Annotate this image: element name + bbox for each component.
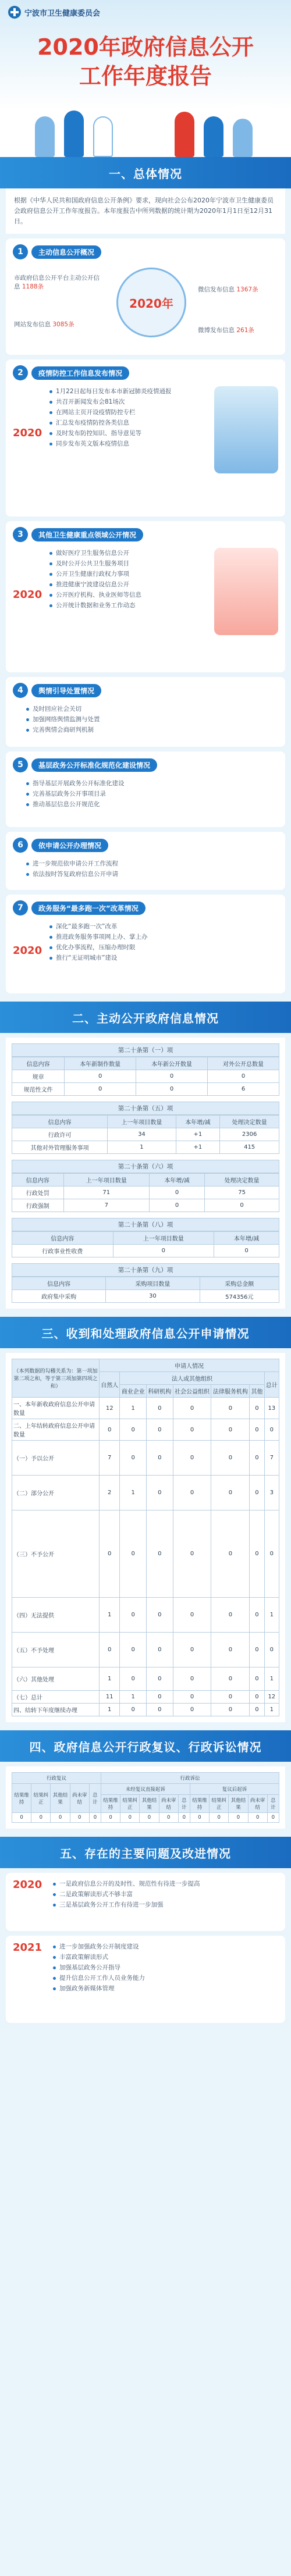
table-cell: 0	[250, 1441, 264, 1476]
table-cell: 0	[211, 1633, 250, 1668]
table-cell: 0	[51, 1813, 70, 1823]
table-cell: 0	[120, 1598, 147, 1633]
table-cell: 其他结果	[51, 1784, 70, 1813]
table-cell: 二、上年结转政府信息公开申请数量	[12, 1419, 100, 1441]
stat-platform: 市政府信息公开平台主动公开信息 1188条	[14, 275, 100, 290]
part2-box	[6, 359, 285, 516]
table-cell: 其他结果	[140, 1795, 159, 1813]
list-item: 进一步规范依申请公开工作流程	[24, 858, 278, 869]
section1-intro: 根据《中华人民共和国政府信息公开条例》要求，现向社会公布2020年宁波市卫生健康委员会政府信息公开工作年度报告。本年度报告中所列数据的统计期为2020年1月1日至12月31日。	[6, 188, 285, 234]
t1-caption: 第二十条第（一）项	[12, 1043, 279, 1057]
table-cell: 12	[100, 1398, 120, 1419]
table-cell: 行政强制	[12, 1199, 64, 1212]
table-cell: 1	[120, 1691, 147, 1704]
part7-box	[6, 895, 285, 993]
table-cell: 信息内容	[12, 1057, 65, 1070]
table-cell: 0	[147, 1704, 173, 1716]
t4-table	[12, 1231, 279, 1257]
table-cell: 0	[229, 1813, 248, 1823]
t4-caption: 第二十条第（八）项	[12, 1218, 279, 1231]
table-cell: 0	[113, 1245, 214, 1257]
list-item: 推进政务服务事项网上办、掌上办	[48, 932, 278, 942]
table-cell: 0	[178, 1813, 190, 1823]
table-cell: 0	[100, 1510, 120, 1598]
table-cell: 0	[147, 1398, 173, 1419]
table-row	[12, 1290, 279, 1303]
part7-num: 7	[13, 900, 28, 915]
part4-box	[6, 677, 285, 747]
table-cell: 0	[250, 1704, 264, 1716]
table-cell: 0	[173, 1476, 211, 1510]
doctor-illustration	[214, 548, 278, 635]
section4-banner	[0, 1730, 291, 1762]
table-cell: 0	[173, 1691, 211, 1704]
part7-year: 2020	[13, 945, 42, 957]
table-cell: 0	[173, 1668, 211, 1691]
table-cell: 0	[120, 1419, 147, 1441]
table-cell: 0	[250, 1633, 264, 1668]
list-item: 及时公开公共卫生服务项目	[48, 558, 214, 569]
table-row	[12, 1199, 279, 1212]
table-cell: 上一年项目数量	[63, 1174, 150, 1187]
part2-num: 2	[13, 365, 28, 380]
table-cell: 其他	[250, 1385, 264, 1398]
table-cell: 总计	[264, 1372, 279, 1398]
table-cell: 0	[120, 1813, 140, 1823]
table-cell: 结果维持	[190, 1795, 209, 1813]
table-cell: 0	[211, 1398, 250, 1419]
table-cell: 0	[173, 1704, 211, 1716]
table-row	[12, 1704, 279, 1716]
table-cell: 1	[100, 1598, 120, 1633]
list-item: 公开卫生健康行政权力事项	[48, 569, 214, 579]
table-cell: 0	[211, 1691, 250, 1704]
list-item: 1月22日起每日发布本市新冠肺炎疫情通报	[48, 386, 214, 397]
table-cell: 未经复议直接起诉	[101, 1784, 190, 1795]
section1-title: 一、总体情况	[109, 166, 182, 181]
list-item: 共召开新闻发布会81场次	[48, 397, 214, 407]
app-header-group: 申请人情况	[100, 1359, 279, 1372]
table-cell: 商业企业	[120, 1385, 147, 1398]
list-item: 加强网络舆情监测与处置	[24, 714, 278, 725]
table-row	[12, 1633, 279, 1668]
table-cell: 0	[211, 1441, 250, 1476]
part6-label: 依申请公开办理情况	[31, 839, 108, 852]
list-item: 加强基层政务公开指导	[51, 1962, 278, 1973]
section3-table-wrap	[6, 1353, 285, 1722]
list-item: 优化办事流程，压缩办理时限	[48, 942, 278, 953]
list-item: 在网站主页开设疫情防控专栏	[48, 407, 214, 418]
table-row	[12, 1813, 279, 1823]
table-row	[12, 1441, 279, 1476]
part1-num: 1	[13, 244, 28, 259]
table-cell: 0	[147, 1633, 173, 1668]
table-cell: 结果纠正	[31, 1784, 51, 1813]
table-cell: 0	[173, 1598, 211, 1633]
table-cell: 一、本年新收政府信息公开申请数量	[12, 1398, 100, 1419]
table-cell: 0	[211, 1668, 250, 1691]
table-cell: 0	[100, 1419, 120, 1441]
list-item: 推动基层信息公开规范化	[24, 799, 278, 810]
table-cell: 0	[120, 1633, 147, 1668]
table-cell: 处理决定数量	[220, 1116, 279, 1128]
hero-illustration	[0, 99, 291, 157]
stat-wechat: 微信发布信息 1367条	[198, 286, 258, 293]
t5-table	[12, 1277, 279, 1303]
table-cell: 规范性文件	[12, 1083, 65, 1096]
table-cell: 0	[173, 1419, 211, 1441]
health-cross-logo	[8, 6, 21, 19]
table-cell: 尚未审结	[159, 1795, 178, 1813]
table-cell: 规章	[12, 1070, 65, 1083]
table-cell: 1	[120, 1398, 147, 1419]
year-circle: 2020年	[116, 268, 186, 337]
table-cell: 1	[264, 1668, 279, 1691]
table-cell: 71	[63, 1187, 150, 1199]
table-cell: 12	[264, 1691, 279, 1704]
part6-num: 6	[13, 838, 28, 853]
phone-illustration	[214, 386, 278, 473]
table-cell: 行政复议	[12, 1773, 101, 1784]
table-cell: 0	[250, 1476, 264, 1510]
table-cell: 0	[211, 1419, 250, 1441]
table-cell: 0	[214, 1245, 279, 1257]
part3-num: 3	[13, 527, 28, 542]
table-cell: 0	[147, 1668, 173, 1691]
t5-caption: 第二十条第（九）项	[12, 1263, 279, 1277]
part3-list	[48, 548, 214, 635]
table-cell: 0	[65, 1070, 136, 1083]
list-item: 及时回应社会关切	[24, 704, 278, 714]
table-cell: 0	[147, 1510, 173, 1598]
table-cell: 0	[264, 1510, 279, 1598]
table-cell: 1	[108, 1141, 176, 1154]
list-item: 完善基层政务公开事项目录	[24, 789, 278, 799]
table-cell: 0	[120, 1510, 147, 1598]
table-cell: 0	[211, 1598, 250, 1633]
table-cell: 1	[100, 1668, 120, 1691]
table-cell: 1	[100, 1704, 120, 1716]
table-cell: 信息内容	[12, 1277, 106, 1290]
app-header-left: （本列数据的勾稽关系为：第一项加第二项之和，等于第三项加第四项之和）	[12, 1359, 100, 1398]
table-cell: 0	[211, 1476, 250, 1510]
table-cell: 0	[136, 1070, 208, 1083]
table-row	[12, 1245, 279, 1257]
table-row	[12, 1398, 279, 1419]
table-cell: 2306	[220, 1128, 279, 1141]
table-cell: （五）不予处理	[12, 1633, 100, 1668]
table-cell: 0	[150, 1199, 205, 1212]
table-cell: 0	[211, 1510, 250, 1598]
section2-banner	[0, 1002, 291, 1033]
table-cell: 0	[120, 1668, 147, 1691]
table-cell: 信息内容	[12, 1232, 113, 1245]
table-cell: 0	[150, 1187, 205, 1199]
table-cell: 1	[120, 1476, 147, 1510]
table-cell: 信息内容	[12, 1174, 64, 1187]
plans-year-2021: 2021	[13, 1941, 42, 1954]
section4-title: 四、政府信息公开行政复议、行政诉讼情况	[29, 1740, 262, 1754]
table-cell: 0	[120, 1704, 147, 1716]
list-item: 二是政策解读形式不够丰富	[51, 1889, 278, 1900]
part7-label: 政务服务“最多跑一次”改革情况	[31, 902, 146, 915]
table-cell: 0	[173, 1633, 211, 1668]
table-cell: （一）予以公开	[12, 1441, 100, 1476]
plans-2021-box	[6, 1936, 285, 2023]
section2-tables	[6, 1038, 285, 1309]
list-item: 公开医疗机构、执业医师等信息	[48, 590, 214, 600]
table-cell: 0	[120, 1441, 147, 1476]
table-cell: 行政许可	[12, 1128, 108, 1141]
report-title-line2: 工作年度报告	[79, 63, 212, 89]
table-cell: 0	[173, 1398, 211, 1419]
table-cell: 7	[264, 1441, 279, 1476]
part3-box	[6, 521, 285, 672]
table-cell: （四）无法提供	[12, 1598, 100, 1633]
stat-website: 网站发布信息 3085条	[14, 321, 74, 328]
table-cell: 0	[159, 1813, 178, 1823]
table-cell: 0	[101, 1813, 120, 1823]
issues-2020-box	[6, 1873, 285, 1931]
table-cell: 0	[100, 1633, 120, 1668]
table-cell: 处理决定数量	[205, 1174, 279, 1187]
table-cell: 1	[264, 1704, 279, 1716]
table-cell: 科研机构	[147, 1385, 173, 1398]
org-name: 宁波市卫生健康委员会	[24, 9, 101, 18]
table-cell: +1	[176, 1128, 220, 1141]
list-item: 丰富政策解读形式	[51, 1952, 278, 1962]
table-cell: 75	[205, 1187, 279, 1199]
table-cell: 自然人	[100, 1372, 120, 1398]
table-row	[12, 1141, 279, 1154]
table-row	[12, 1668, 279, 1691]
list-item: 公开统计数据和业务工作动态	[48, 600, 214, 611]
table-cell: 行政处罚	[12, 1187, 64, 1199]
part5-box	[6, 751, 285, 827]
table-cell: 其他结果	[229, 1795, 248, 1813]
table-cell: 13	[264, 1398, 279, 1419]
table-row	[12, 1083, 279, 1096]
table-cell: 总计	[267, 1795, 279, 1813]
section3-title: 三、收到和处理政府信息公开申请情况	[41, 1326, 250, 1341]
table-cell: 结果纠正	[120, 1795, 140, 1813]
applications-table	[12, 1359, 279, 1716]
table-cell: 0	[147, 1419, 173, 1441]
table-cell: 0	[250, 1419, 264, 1441]
part1-label: 主动信息公开概况	[31, 245, 101, 259]
table-cell: （六）其他处理	[12, 1668, 100, 1691]
table-cell: （二）部分公开	[12, 1476, 100, 1510]
table-cell: 7	[100, 1441, 120, 1476]
t1-table	[12, 1057, 279, 1096]
part2-label: 疫情防控工作信息发布情况	[31, 366, 129, 380]
table-cell: 7	[63, 1199, 150, 1212]
list-item: 汇总发布疫情防控各类信息	[48, 418, 214, 428]
table-cell: 采购总金额	[200, 1277, 279, 1290]
table-cell: 0	[250, 1398, 264, 1419]
list-item: 及时发布防控知识、指导意见等	[48, 428, 214, 439]
issues-year-2020: 2020	[13, 1879, 42, 1891]
table-row	[12, 1510, 279, 1598]
part4-label: 舆情引导处置情况	[31, 684, 101, 697]
table-cell: 0	[136, 1083, 208, 1096]
list-item: 一是政府信息公开的及时性、规范性有待进一步提高	[51, 1879, 278, 1889]
list-item: 加强政务新媒体管理	[51, 1983, 278, 1994]
table-cell: 0	[147, 1598, 173, 1633]
part4-num: 4	[13, 683, 28, 698]
section5-banner	[0, 1837, 291, 1868]
part3-label: 其他卫生健康重点领域公开情况	[31, 528, 143, 541]
table-cell: 0	[65, 1083, 136, 1096]
list-item: 三是基层政务公开工作有待进一步加强	[51, 1900, 278, 1910]
table-cell: 34	[108, 1128, 176, 1141]
table-cell: 0	[250, 1691, 264, 1704]
table-cell: 0	[210, 1813, 229, 1823]
table-row	[12, 1691, 279, 1704]
table-cell: 2	[100, 1476, 120, 1510]
table-cell: 采购项目数量	[106, 1277, 200, 1290]
part6-box	[6, 832, 285, 890]
table-cell: 3	[264, 1476, 279, 1510]
part1-box	[6, 238, 285, 355]
table-cell: 0	[147, 1476, 173, 1510]
t3-caption: 第二十条第（六）项	[12, 1160, 279, 1173]
table-cell: 四、结转下年度继续办理	[12, 1704, 100, 1716]
section4-table-wrap	[6, 1766, 285, 1829]
section3-banner	[0, 1317, 291, 1348]
table-cell: 尚未审结	[248, 1795, 267, 1813]
part5-num: 5	[13, 757, 28, 772]
table-cell: 本年新制作数量	[65, 1057, 136, 1070]
table-cell: 法律服务机构	[211, 1385, 250, 1398]
table-cell: 政府集中采购	[12, 1290, 106, 1303]
section1-banner	[0, 157, 291, 188]
part2-list	[48, 386, 214, 473]
list-item: 深化“最多跑一次”改革	[48, 921, 278, 932]
list-item: 推进健康宁波建设信息公开	[48, 579, 214, 590]
table-cell: 0	[248, 1813, 267, 1823]
list-item: 同步发布英文版本疫情信息	[48, 439, 214, 449]
table-row	[12, 1598, 279, 1633]
table-cell: 0	[264, 1419, 279, 1441]
org-brand	[8, 6, 100, 19]
review-litigation-table	[12, 1772, 279, 1823]
table-cell: 0	[208, 1070, 279, 1083]
table-cell: 0	[173, 1510, 211, 1598]
table-cell: 其他对外管理服务事项	[12, 1141, 108, 1154]
table-cell: 0	[31, 1813, 51, 1823]
table-cell: 上一年项目数量	[113, 1232, 214, 1245]
table-cell: 尚未审结	[70, 1784, 89, 1813]
stat-weibo: 微博发布信息 261条	[198, 327, 254, 334]
table-cell: 0	[250, 1668, 264, 1691]
table-row	[12, 1128, 279, 1141]
table-cell: 0	[250, 1510, 264, 1598]
table-cell: 0	[190, 1813, 209, 1823]
table-cell: 11	[100, 1691, 120, 1704]
section5-title: 五、存在的主要问题及改进情况	[60, 1846, 231, 1861]
table-row	[12, 1070, 279, 1083]
table-cell: 0	[89, 1813, 101, 1823]
table-cell: 0	[264, 1633, 279, 1668]
part5-label: 基层政务公开标准化规范化建设情况	[31, 758, 157, 772]
table-cell: （三）不予公开	[12, 1510, 100, 1598]
table-cell: （七）总计	[12, 1691, 100, 1704]
table-cell: 结果维持	[101, 1795, 120, 1813]
table-cell: 上一年项目数量	[108, 1116, 176, 1128]
part7-list	[48, 921, 278, 963]
table-cell: 总计	[89, 1784, 101, 1813]
table-cell: 对外公开总数量	[208, 1057, 279, 1070]
table-cell: 行政诉讼	[101, 1773, 279, 1784]
table-cell: 本年增/减	[150, 1174, 205, 1187]
table-row	[12, 1419, 279, 1441]
list-item: 推行“无证明城市”建设	[48, 953, 278, 963]
table-cell: 0	[211, 1704, 250, 1716]
table-cell: 0	[140, 1813, 159, 1823]
list-item: 提升信息公开工作人员业务能力	[51, 1973, 278, 1983]
table-cell: 本年增/减	[214, 1232, 279, 1245]
table-cell: 本年增/减	[176, 1116, 220, 1128]
table-cell: 社会公益组织	[173, 1385, 211, 1398]
section2-title: 二、主动公开政府信息情况	[72, 1011, 219, 1025]
table-cell: 0	[205, 1199, 279, 1212]
table-cell: 574356元	[200, 1290, 279, 1303]
t3-table	[12, 1173, 279, 1212]
table-cell: 1	[264, 1598, 279, 1633]
table-cell: 415	[220, 1141, 279, 1154]
list-item: 依法按时答复政府信息公开申请	[24, 869, 278, 879]
table-cell: 法人或其他组织	[120, 1372, 264, 1385]
table-cell: 0	[250, 1598, 264, 1633]
table-row	[12, 1476, 279, 1510]
list-item: 完善舆情会商研判机制	[24, 725, 278, 735]
table-cell: 信息内容	[12, 1116, 108, 1128]
table-cell: 本年新公开数量	[136, 1057, 208, 1070]
table-cell: 0	[70, 1813, 89, 1823]
table-cell: 0	[12, 1813, 31, 1823]
table-cell: 结果纠正	[210, 1795, 229, 1813]
table-cell: 0	[147, 1441, 173, 1476]
table-cell: 6	[208, 1083, 279, 1096]
list-item: 进一步加强政务公开制度建设	[51, 1941, 278, 1952]
list-item: 指导基层开展政务公开标准化建设	[24, 778, 278, 789]
table-cell: 0	[267, 1813, 279, 1823]
table-cell: +1	[176, 1141, 220, 1154]
table-cell: 0	[173, 1441, 211, 1476]
table-cell: 总计	[178, 1795, 190, 1813]
report-title-line1: 2020年政府信息公开	[37, 34, 254, 60]
table-row	[12, 1187, 279, 1199]
table-cell: 行政事业性收费	[12, 1245, 113, 1257]
table-cell: 复议后起诉	[190, 1784, 279, 1795]
table-cell: 结果维持	[12, 1784, 31, 1813]
table-cell: 0	[147, 1691, 173, 1704]
t2-caption: 第二十条第（五）项	[12, 1102, 279, 1115]
part2-year: 2020	[13, 427, 42, 439]
t2-table	[12, 1115, 279, 1154]
hero-header	[0, 0, 291, 157]
list-item: 做好医疗卫生服务信息公开	[48, 548, 214, 558]
table-cell: 30	[106, 1290, 200, 1303]
part3-year: 2020	[13, 589, 42, 601]
